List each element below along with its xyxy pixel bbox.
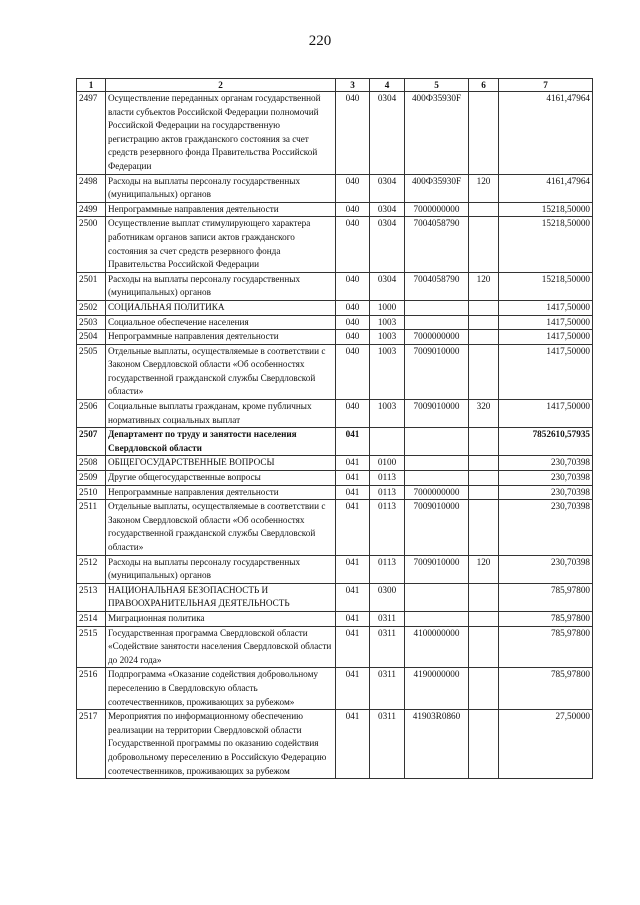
page-number: 220: [308, 33, 332, 49]
row-amount: 230,70398: [499, 500, 593, 555]
table-row: [77, 174, 593, 202]
row-target-code: 7000000000: [405, 485, 469, 500]
table-row: [77, 500, 593, 555]
row-target-code: [405, 428, 469, 456]
row-expense-type: [469, 611, 499, 626]
row-ved-code: 041: [336, 500, 370, 555]
row-number: 2503: [77, 315, 106, 330]
row-name: Непрограммные направления деятельности: [106, 485, 336, 500]
row-expense-type: [469, 202, 499, 217]
row-ved-code: 041: [336, 710, 370, 779]
row-expense-type: 120: [469, 272, 499, 300]
row-section-code: 0113: [370, 500, 405, 555]
row-name: СОЦИАЛЬНАЯ ПОЛИТИКА: [106, 300, 336, 315]
row-expense-type: [469, 456, 499, 471]
table-row: [77, 272, 593, 300]
row-ved-code: 041: [336, 555, 370, 583]
row-number: 2507: [77, 428, 106, 456]
column-header: 5: [405, 79, 469, 92]
row-ved-code: 040: [336, 202, 370, 217]
row-number: 2501: [77, 272, 106, 300]
row-target-code: 7004058790: [405, 272, 469, 300]
row-target-code: 4190000000: [405, 668, 469, 710]
row-ved-code: 040: [336, 330, 370, 345]
table-row: [77, 471, 593, 486]
row-number: 2511: [77, 500, 106, 555]
row-expense-type: [469, 710, 499, 779]
row-amount: 1417,50000: [499, 330, 593, 345]
row-amount: 230,70398: [499, 555, 593, 583]
row-expense-type: [469, 92, 499, 175]
row-number: 2498: [77, 174, 106, 202]
row-ved-code: 041: [336, 583, 370, 611]
row-target-code: 7004058790: [405, 217, 469, 272]
row-ved-code: 040: [336, 400, 370, 428]
row-number: 2499: [77, 202, 106, 217]
row-expense-type: 320: [469, 400, 499, 428]
row-name: Расходы на выплаты персоналу государственных (муниципальных) органов: [106, 272, 336, 300]
row-ved-code: 041: [336, 471, 370, 486]
table-row: [77, 217, 593, 272]
row-name: Расходы на выплаты персоналу государственных (муниципальных) органов: [106, 555, 336, 583]
row-name: Департамент по труду и занятости населения Свердловской области: [106, 428, 336, 456]
row-amount: 785,97800: [499, 626, 593, 668]
table-row: [77, 428, 593, 456]
row-name: Другие общегосударственные вопросы: [106, 471, 336, 486]
table-row: [77, 315, 593, 330]
table-row: [77, 485, 593, 500]
row-name: Мероприятия по информационному обеспечению реализации на территории Свердловской области Государственной программы по оказанию содействия добровольному переселению в Российскую Федерацию соотечественников, проживающих за рубежом: [106, 710, 336, 779]
table-row: [77, 300, 593, 315]
row-ved-code: 040: [336, 217, 370, 272]
row-ved-code: 041: [336, 611, 370, 626]
row-expense-type: 120: [469, 174, 499, 202]
table-row: [77, 400, 593, 428]
row-name: ОБЩЕГОСУДАРСТВЕННЫЕ ВОПРОСЫ: [106, 456, 336, 471]
row-amount: 230,70398: [499, 471, 593, 486]
table-row: [77, 330, 593, 345]
table-row: [77, 668, 593, 710]
row-amount: 785,97800: [499, 611, 593, 626]
row-target-code: [405, 315, 469, 330]
row-target-code: [405, 611, 469, 626]
row-section-code: 1000: [370, 300, 405, 315]
row-amount: 230,70398: [499, 456, 593, 471]
row-amount: 15218,50000: [499, 202, 593, 217]
table-row: [77, 555, 593, 583]
row-section-code: 0300: [370, 583, 405, 611]
row-number: 2506: [77, 400, 106, 428]
row-amount: 4161,47964: [499, 174, 593, 202]
row-amount: 1417,50000: [499, 344, 593, 399]
row-ved-code: 041: [336, 456, 370, 471]
row-section-code: 0113: [370, 485, 405, 500]
row-amount: 785,97800: [499, 583, 593, 611]
row-ved-code: 041: [336, 668, 370, 710]
row-number: 2502: [77, 300, 106, 315]
row-amount: 1417,50000: [499, 315, 593, 330]
row-expense-type: [469, 485, 499, 500]
row-target-code: [405, 456, 469, 471]
row-amount: 1417,50000: [499, 400, 593, 428]
column-header: 6: [469, 79, 499, 92]
row-section-code: 0304: [370, 217, 405, 272]
row-amount: 27,50000: [499, 710, 593, 779]
row-expense-type: [469, 500, 499, 555]
row-number: 2504: [77, 330, 106, 345]
table-row: [77, 626, 593, 668]
row-name: Социальные выплаты гражданам, кроме публичных нормативных социальных выплат: [106, 400, 336, 428]
row-target-code: 7000000000: [405, 202, 469, 217]
row-name: Расходы на выплаты персоналу государственных (муниципальных) органов: [106, 174, 336, 202]
row-target-code: [405, 471, 469, 486]
row-target-code: 400Ф35930F: [405, 92, 469, 175]
row-number: 2509: [77, 471, 106, 486]
row-expense-type: [469, 471, 499, 486]
row-section-code: 0100: [370, 456, 405, 471]
row-name: Непрограммные направления деятельности: [106, 202, 336, 217]
row-section-code: 0311: [370, 668, 405, 710]
row-expense-type: [469, 315, 499, 330]
row-number: 2505: [77, 344, 106, 399]
row-target-code: 7009010000: [405, 555, 469, 583]
row-expense-type: [469, 300, 499, 315]
row-number: 2514: [77, 611, 106, 626]
table-row: [77, 583, 593, 611]
row-name: Осуществление выплат стимулирующего характера работникам органов записи актов гражданского состояния за счет средств резервного фонда Правительства Российской Федерации: [106, 217, 336, 272]
row-target-code: 41903R0860: [405, 710, 469, 779]
row-number: 2517: [77, 710, 106, 779]
row-section-code: 1003: [370, 330, 405, 345]
row-target-code: [405, 300, 469, 315]
row-name: Непрограммные направления деятельности: [106, 330, 336, 345]
row-number: 2500: [77, 217, 106, 272]
row-target-code: 7009010000: [405, 500, 469, 555]
row-section-code: 1003: [370, 344, 405, 399]
row-section-code: 0304: [370, 174, 405, 202]
row-ved-code: 040: [336, 272, 370, 300]
row-ved-code: 040: [336, 174, 370, 202]
row-ved-code: 041: [336, 428, 370, 456]
row-name: Миграционная политика: [106, 611, 336, 626]
row-section-code: 0113: [370, 555, 405, 583]
row-amount: 785,97800: [499, 668, 593, 710]
row-amount: 15218,50000: [499, 272, 593, 300]
row-section-code: 0304: [370, 92, 405, 175]
row-section-code: 0304: [370, 202, 405, 217]
table-row: [77, 710, 593, 779]
row-number: 2508: [77, 456, 106, 471]
column-header: 4: [370, 79, 405, 92]
row-ved-code: 040: [336, 300, 370, 315]
row-amount: 15218,50000: [499, 217, 593, 272]
row-name: Отдельные выплаты, осуществляемые в соответствии с Законом Свердловской области «Об особенностях государственной гражданской службы Свердловской области»: [106, 344, 336, 399]
row-expense-type: [469, 668, 499, 710]
row-expense-type: [469, 330, 499, 345]
row-section-code: 0311: [370, 611, 405, 626]
row-expense-type: [469, 217, 499, 272]
row-number: 2512: [77, 555, 106, 583]
row-name: Отдельные выплаты, осуществляемые в соответствии с Законом Свердловской области «Об особенностях государственной гражданской службы Свердловской области»: [106, 500, 336, 555]
row-number: 2515: [77, 626, 106, 668]
row-amount: 7852610,57935: [499, 428, 593, 456]
row-ved-code: 040: [336, 92, 370, 175]
row-number: 2513: [77, 583, 106, 611]
row-target-code: 4100000000: [405, 626, 469, 668]
row-number: 2497: [77, 92, 106, 175]
row-target-code: 7009010000: [405, 344, 469, 399]
row-target-code: 400Ф35930F: [405, 174, 469, 202]
column-header: 1: [77, 79, 106, 92]
table-row: [77, 344, 593, 399]
table-row: [77, 611, 593, 626]
row-section-code: 0311: [370, 626, 405, 668]
row-ved-code: 041: [336, 626, 370, 668]
row-name: НАЦИОНАЛЬНАЯ БЕЗОПАСНОСТЬ И ПРАВООХРАНИТЕЛЬНАЯ ДЕЯТЕЛЬНОСТЬ: [106, 583, 336, 611]
row-section-code: 0311: [370, 710, 405, 779]
table-row: [77, 456, 593, 471]
column-header: 7: [499, 79, 593, 92]
row-section-code: [370, 428, 405, 456]
row-number: 2510: [77, 485, 106, 500]
row-amount: 4161,47964: [499, 92, 593, 175]
row-target-code: [405, 583, 469, 611]
row-expense-type: [469, 583, 499, 611]
row-name: Государственная программа Свердловской области «Содействие занятости населения Свердловской области до 2024 года»: [106, 626, 336, 668]
row-name: Осуществление переданных органам государственной власти субъектов Российской Федерации полномочий Российской Федерации на государственную регистрацию актов гражданского состояния за счет средств резервного фонда Правительства Российской Федерации: [106, 92, 336, 175]
row-ved-code: 040: [336, 344, 370, 399]
row-amount: 1417,50000: [499, 300, 593, 315]
table-row: [77, 202, 593, 217]
row-section-code: 0113: [370, 471, 405, 486]
row-target-code: 7000000000: [405, 330, 469, 345]
row-target-code: 7009010000: [405, 400, 469, 428]
row-expense-type: 120: [469, 555, 499, 583]
row-section-code: 1003: [370, 400, 405, 428]
row-expense-type: [469, 344, 499, 399]
row-ved-code: 040: [336, 315, 370, 330]
column-header: 2: [106, 79, 336, 92]
row-section-code: 0304: [370, 272, 405, 300]
table-row: [77, 92, 593, 175]
row-number: 2516: [77, 668, 106, 710]
row-ved-code: 041: [336, 485, 370, 500]
row-expense-type: [469, 428, 499, 456]
budget-table: [76, 78, 593, 779]
column-header: 3: [336, 79, 370, 92]
table-header-row: [77, 79, 593, 92]
row-name: Социальное обеспечение населения: [106, 315, 336, 330]
row-amount: 230,70398: [499, 485, 593, 500]
row-section-code: 1003: [370, 315, 405, 330]
row-name: Подпрограмма «Оказание содействия добровольному переселению в Свердловскую область соотечественников, проживающих за рубежом»: [106, 668, 336, 710]
row-expense-type: [469, 626, 499, 668]
